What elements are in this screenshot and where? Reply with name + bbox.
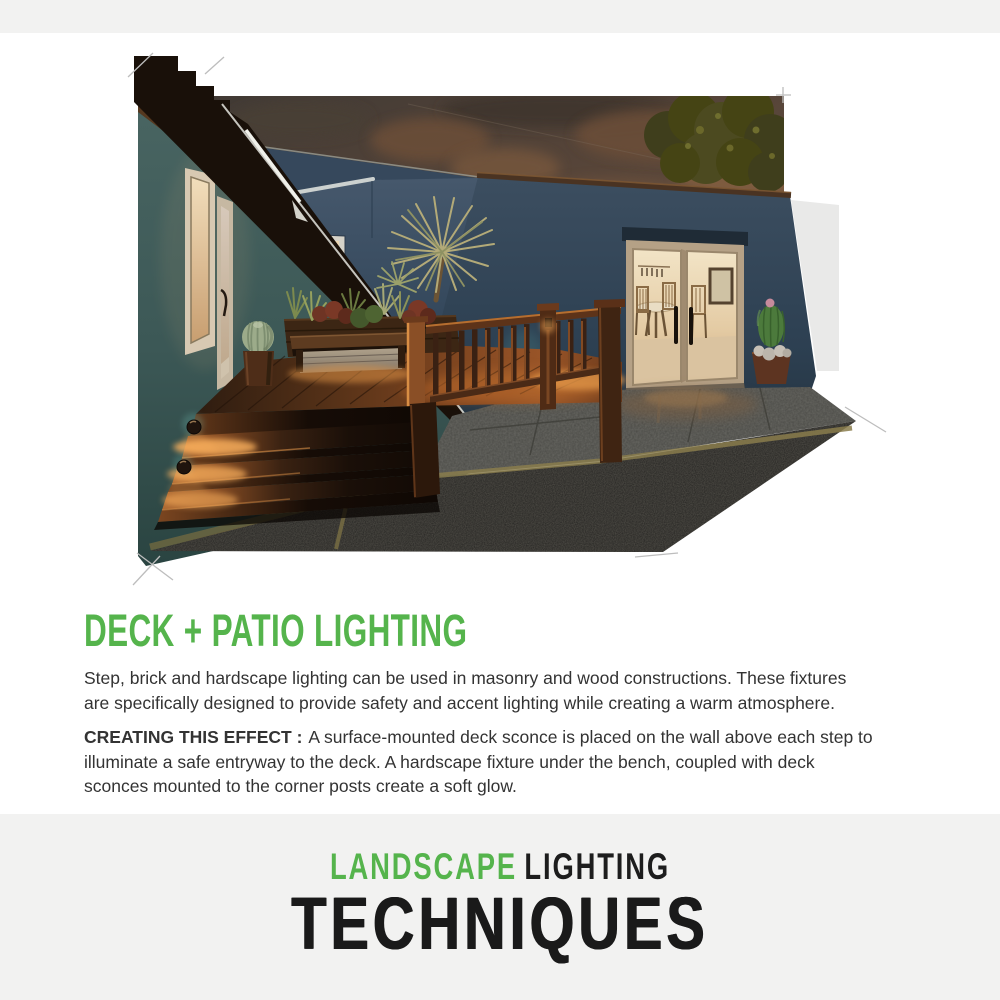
- body-line: illuminate a safe entryway to the deck. A hardscape fixture under the bench, coupled with deck: [84, 751, 815, 772]
- potted-succulent: [242, 321, 274, 386]
- section-body: [84, 666, 873, 799]
- body-line: [84, 725, 873, 750]
- french-doors: [622, 227, 748, 397]
- brand-word-landscape: LANDSCAPE: [329, 846, 518, 887]
- illustration-svg: [120, 40, 900, 600]
- under-bench-glow: [288, 365, 412, 383]
- effect-label: CREATING THIS EFFECT :: [84, 727, 303, 747]
- lit-window: [185, 168, 215, 355]
- footer-title: TECHNIQUES: [291, 882, 709, 965]
- body-line: Step, brick and hardscape lighting can be used in masonry and wood constructions. These fixtures: [84, 668, 847, 688]
- body-line: sconces mounted to the corner posts create a soft glow.: [84, 776, 517, 796]
- deck-patio-illustration: [120, 40, 900, 600]
- body-line: are specifically designed to provide safety and accent lighting while creating a warm atmosphere.: [84, 692, 835, 713]
- section-title: DECK + PATIO LIGHTING: [84, 605, 468, 656]
- bench: [288, 332, 416, 383]
- body-line-text: A surface-mounted deck sconce is placed on the wall above each step to: [308, 727, 873, 747]
- brand-wordmark: [130, 848, 870, 885]
- top-band: [0, 0, 1000, 33]
- brand-word-lighting: LIGHTING: [524, 846, 671, 887]
- glass-door: [217, 196, 233, 390]
- footer-band: [0, 814, 1000, 1000]
